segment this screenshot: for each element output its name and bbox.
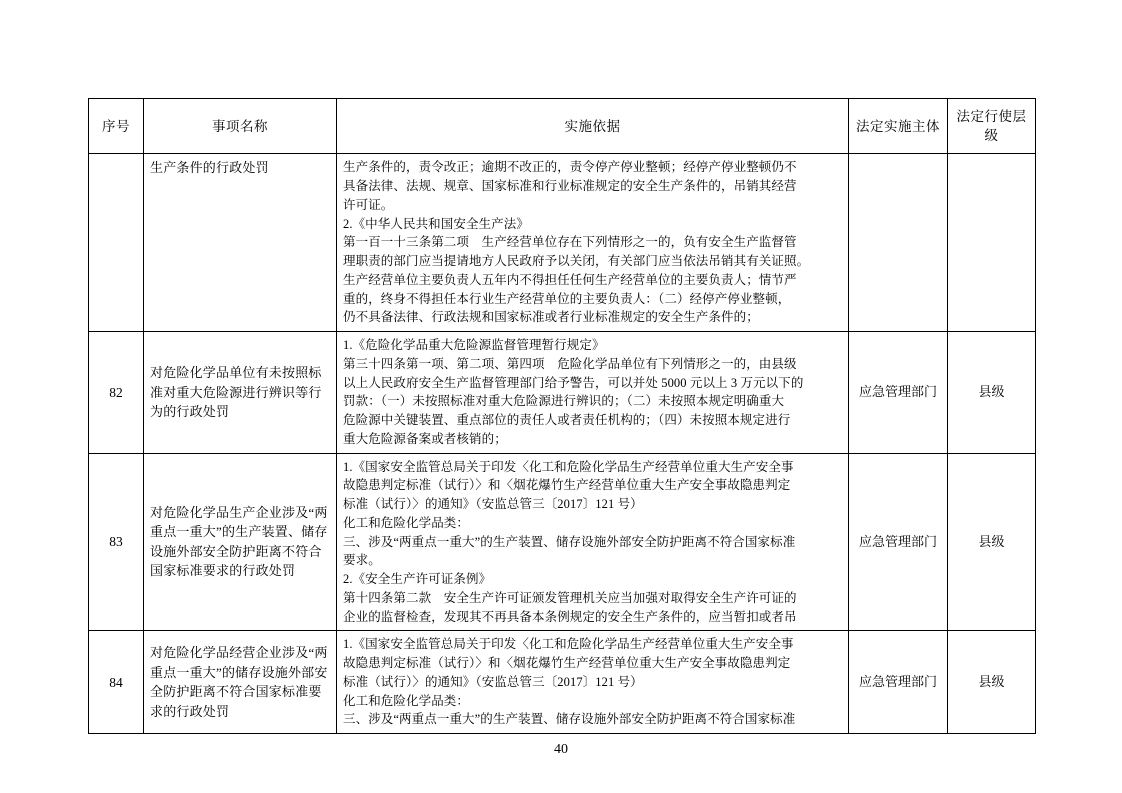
basis-line: 仍不具备法律、行政法规和国家标准或者行业标准规定的安全生产条件的；	[343, 310, 759, 325]
basis-line: 生产条件的，责令改正；逾期不改正的，责令停产停业整顿；经停产停业整顿仍不	[343, 160, 797, 175]
row-item-name: 生产条件的行政处罚	[144, 154, 337, 332]
row-subject: 应急管理部门	[849, 453, 948, 631]
row-level: 县级	[948, 332, 1036, 454]
regulation-table	[88, 98, 1036, 734]
basis-line: 1.《国家安全监管总局关于印发〈化工和危险化学品生产经营单位重大生产安全事	[343, 459, 794, 474]
table-row	[89, 154, 1036, 332]
column-header-subject: 法定实施主体	[849, 99, 948, 154]
basis-line: 故隐患判定标准（试行）〉和〈烟花爆竹生产经营单位重大生产安全事故隐患判定	[343, 478, 791, 493]
basis-line: 三、涉及“两重点一重大”的生产装置、储存设施外部安全防护距离不符合国家标准	[343, 534, 796, 549]
basis-line: 第一百一十三条第二项 生产经营单位存在下列情形之一的，负有安全生产监督管	[343, 235, 797, 250]
basis-line: 标准（试行）〉的通知》（安监总管三〔2017〕121 号）	[343, 497, 643, 512]
basis-line: 第三十四条第一项、第二项、第四项 危险化学品单位有下列情形之一的，由县级	[343, 356, 797, 371]
basis-line: 1.《国家安全监管总局关于印发〈化工和危险化学品生产经营单位重大生产安全事	[343, 637, 794, 652]
basis-line: 化工和危险化学品类：	[343, 515, 470, 530]
basis-line: 许可证。	[343, 197, 394, 212]
row-no: 83	[89, 453, 144, 631]
basis-line: 三、涉及“两重点一重大”的生产装置、储存设施外部安全防护距离不符合国家标准	[343, 712, 796, 727]
column-header-level: 法定行使层级	[948, 99, 1036, 154]
basis-line: 2.《中华人民共和国安全生产法》	[343, 216, 529, 231]
row-level: 县级	[948, 631, 1036, 734]
row-no: 82	[89, 332, 144, 454]
row-subject: 应急管理部门	[849, 631, 948, 734]
table-row	[89, 332, 1036, 454]
row-item-name: 对危险化学品经营企业涉及“两重点一重大”的储存设施外部安全防护距离不符合国家标准要求的行政处罚	[144, 631, 337, 734]
basis-line: 1.《危险化学品重大危险源监督管理暂行规定》	[343, 338, 605, 353]
row-level: 县级	[948, 453, 1036, 631]
table-row	[89, 453, 1036, 631]
basis-line: 要求。	[343, 553, 381, 568]
basis-line: 具备法律、法规、规章、国家标准和行业标准规定的安全生产条件的，吊销其经营	[343, 179, 797, 194]
row-subject	[849, 154, 948, 332]
table-header-row	[89, 99, 1036, 154]
row-basis	[337, 332, 849, 454]
page-number: 40	[554, 742, 568, 757]
row-basis	[337, 453, 849, 631]
basis-line: 理职责的部门应当提请地方人民政府予以关闭，有关部门应当依法吊销其有关证照。	[343, 254, 810, 269]
basis-line: 罚款：（一）未按照标准对重大危险源进行辨识的；（二）未按照本规定明确重大	[343, 394, 785, 409]
row-no	[89, 154, 144, 332]
basis-line: 第十四条第二款 安全生产许可证颁发管理机关应当加强对取得安全生产许可证的	[343, 590, 797, 605]
basis-line: 故隐患判定标准（试行）〉和〈烟花爆竹生产经营单位重大生产安全事故隐患判定	[343, 656, 791, 671]
column-header-name: 事项名称	[144, 99, 337, 154]
row-subject: 应急管理部门	[849, 332, 948, 454]
basis-line: 标准（试行）〉的通知》（安监总管三〔2017〕121 号）	[343, 674, 643, 689]
basis-line: 2.《安全生产许可证条例》	[343, 572, 492, 587]
row-level	[948, 154, 1036, 332]
column-header-no: 序号	[89, 99, 144, 154]
basis-line: 企业的监督检查，发现其不再具备本条例规定的安全生产条件的，应当暂扣或者吊	[343, 609, 797, 624]
basis-line: 危险源中关键装置、重点部位的责任人或者责任机构的；（四）未按照本规定进行	[343, 413, 791, 428]
row-item-name: 对危险化学品单位有未按照标准对重大危险源进行辨识等行为的行政处罚	[144, 332, 337, 454]
table-row	[89, 631, 1036, 734]
basis-line: 生产经营单位主要负责人五年内不得担任任何生产经营单位的主要负责人；情节严	[343, 272, 797, 287]
row-item-name: 对危险化学品生产企业涉及“两重点一重大”的生产装置、储存设施外部安全防护距离不符合国家标准要求的行政处罚	[144, 453, 337, 631]
basis-line: 化工和危险化学品类：	[343, 693, 470, 708]
row-no: 84	[89, 631, 144, 734]
column-header-basis: 实施依据	[337, 99, 849, 154]
basis-line: 重的，终身不得担任本行业生产经营单位的主要负责人：（二）经停产停业整顿，	[343, 291, 791, 306]
row-basis	[337, 154, 849, 332]
basis-line: 重大危险源备案或者核销的；	[343, 431, 507, 446]
basis-line: 以上人民政府安全生产监督管理部门给予警告，可以并处 5000 元以上 3 万元以下的	[343, 375, 804, 390]
row-basis	[337, 631, 849, 734]
